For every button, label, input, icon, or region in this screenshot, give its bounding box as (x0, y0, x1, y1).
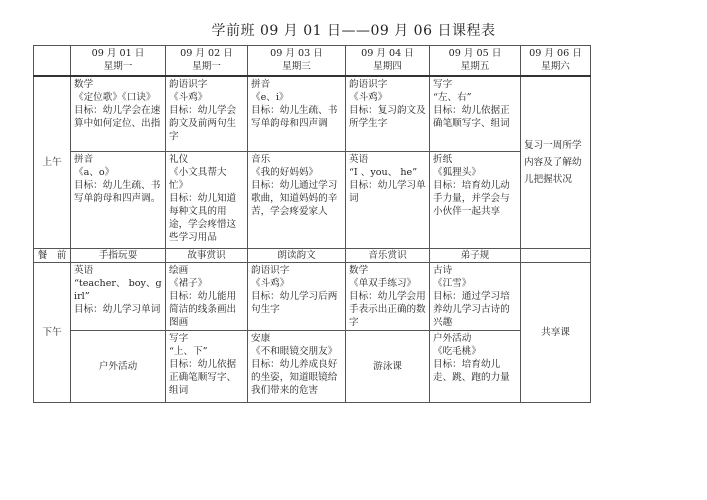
morning-cell: 英语 “I 、you、 he” 目标：幼儿学习单词 (346, 152, 430, 249)
page-title: 学前班 09 月 01 日——09 月 06 日课程表 (211, 23, 496, 39)
header-day-4: 09 月 04 日 星期四 (346, 46, 430, 76)
before-meal-cell: 朗读韵文 (248, 249, 346, 263)
morning-row-2 (34, 152, 591, 249)
afternoon-cell: 绘画 《裙子》 目标：幼儿能用简洁的线条画出图画 (166, 263, 248, 331)
morning-cell: 韵语识字 《斗鸡》 目标：幼儿学会韵文及前两句生字 (166, 76, 248, 152)
morning-row-1 (34, 76, 591, 152)
afternoon-cell: 户外活动 《吃毛桃》 目标：培育幼儿走、跳、跑的力量 (430, 331, 521, 403)
header-day-6: 09 月 06 日 星期六 (521, 46, 591, 76)
afternoon-cell: 数学 《单双手练习》 目标：幼儿学会用手表示出正确的数字 (346, 263, 430, 331)
morning-cell: 韵语识字 《斗鸡》 目标：复习韵文及所学生字 (346, 76, 430, 152)
morning-cell: 拼音 《a、o》 目标：幼儿生疏、书写单韵母和四声调。 (71, 152, 166, 249)
afternoon-cell: 古诗 《江雪》 目标：通过学习培养幼儿学习古诗的兴趣 (430, 263, 521, 331)
before-meal-cell: 音乐赏识 (346, 249, 430, 263)
header-day-2: 09 月 02 日 星期一 (166, 46, 248, 76)
afternoon-cell: 英语 “teacher、 boy、girl” 目标：幼儿学习单词 (71, 263, 166, 331)
afternoon-cell: 韵语识字 《斗鸡》 目标：幼儿学习后两句生字 (248, 263, 346, 331)
schedule-table (33, 45, 591, 403)
morning-cell: 折纸 《狐狸头》 目标：培育幼儿动手力量，并学会与小伙伴一起共享 (430, 152, 521, 249)
afternoon-cell: 写字 “上、下” 目标：幼儿依据正确笔顺写字、组词 (166, 331, 248, 403)
corner-cell (34, 46, 71, 76)
morning-cell: 音乐 《我的好妈妈》 目标：幼儿通过学习歌曲，知道妈妈的辛苦，学会疼爱家人 (248, 152, 346, 249)
morning-saturday-cell: 复习一周所学内容及了解幼儿把握状况 (521, 76, 591, 249)
header-day-3: 09 月 03 日 星期三 (248, 46, 346, 76)
morning-cell: 拼音 《e、i》 目标：幼儿生疏、书写单韵母和四声调 (248, 76, 346, 152)
afternoon-row-1 (34, 263, 591, 331)
afternoon-row-2 (34, 331, 591, 403)
afternoon-cell: 户外活动 (71, 331, 166, 403)
afternoon-saturday-cell: 共享课 (521, 263, 591, 403)
morning-cell: 礼仪 《小文具帮大忙》 目标：幼儿知道每种文具的用途，学会疼惜这些学习用品 (166, 152, 248, 249)
header-day-5: 09 月 05 日 星期五 (430, 46, 521, 76)
before-meal-cell: 手指玩耍 (71, 249, 166, 263)
header-day-1: 09 月 01 日 星期一 (71, 46, 166, 76)
before-meal-row (34, 249, 591, 263)
morning-cell: 数学 《定位歌》《口诀》 目标：幼儿学会在速算中如何定位、出指 (71, 76, 166, 152)
morning-label: 上午 (34, 76, 71, 249)
afternoon-cell: 游泳课 (346, 331, 430, 403)
afternoon-cell: 安康 《不和眼镜交朋友》 目标：幼儿养成良好的坐姿，知道眼镜给我们带来的危害 (248, 331, 346, 403)
before-meal-cell: 弟子规 (430, 249, 521, 263)
header-row (34, 46, 591, 76)
before-meal-label: 餐 前 (34, 249, 71, 263)
morning-cell: 写字 “左、右” 目标：幼儿依据正确笔顺写字、组词 (430, 76, 521, 152)
before-meal-empty-cell (521, 249, 591, 263)
afternoon-label: 下午 (34, 263, 71, 403)
before-meal-cell: 故事赏识 (166, 249, 248, 263)
